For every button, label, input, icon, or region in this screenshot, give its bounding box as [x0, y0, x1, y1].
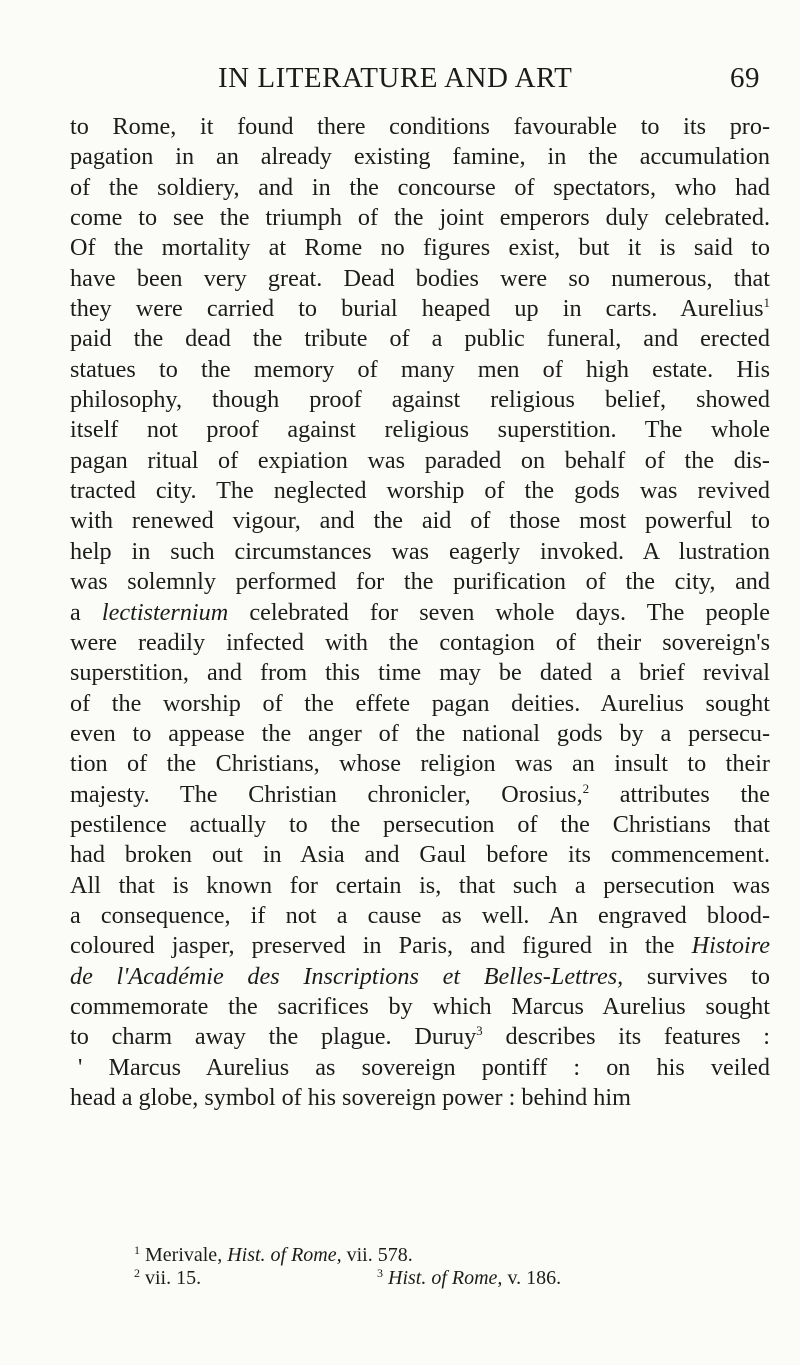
text-segment: to charm away the plague. Duruy	[70, 1023, 477, 1051]
text-line: tion of the Christians, whose religion was an insult to their	[70, 750, 770, 778]
italic-title: Histoire	[691, 932, 770, 960]
footnote-ref-text: vii. 578.	[346, 1244, 413, 1266]
footnote-title: Hist. of Rome,	[388, 1267, 503, 1289]
footnote-ref: 3	[476, 1023, 483, 1039]
footnote-mark: 2	[134, 1266, 140, 1280]
italic-term: lectisternium	[101, 598, 229, 626]
text-line: to Rome, it found there conditions favourable to its pro-	[70, 113, 770, 140]
page-number: 69	[730, 62, 760, 94]
text-line: commemorate the sacrifices by which Marcus Aurelius sought	[70, 992, 770, 1020]
footnote-ref-text: vii. 15.	[145, 1267, 202, 1289]
text-segment: they were carried to burial heaped up in carts. Aurelius	[70, 295, 764, 323]
text-segment: attributes the	[619, 780, 770, 808]
text-line: pestilence actually to the persecution of the Christians that	[70, 810, 770, 838]
text-line: philosophy, though proof against religious belief, showed	[70, 386, 770, 414]
text-line: tracted city. The neglected worship of the gods was revived	[70, 477, 770, 505]
text-line: itself not proof against religious superstition. The whole	[70, 416, 770, 444]
text-line	[70, 780, 770, 810]
running-title: IN LITERATURE AND ART	[218, 62, 573, 94]
text-line: pagation in an already existing famine, in the accumulation	[70, 143, 770, 171]
text-segment: majesty. The Christian chronicler, Orosius,	[70, 780, 583, 808]
text-line: superstition, and from this time may be dated a brief revival	[70, 659, 770, 687]
text-line	[70, 1022, 770, 1052]
text-line: statues to the memory of many men of high estate. His	[70, 355, 770, 383]
text-line: of the worship of the effete pagan deities. Aurelius sought	[70, 689, 770, 717]
text-line: was solemnly performed for the purification of the city, and	[70, 568, 770, 596]
text-segment: a	[70, 598, 81, 626]
text-line: help in such circumstances was eagerly invoked. A lustration	[70, 537, 770, 565]
text-line	[70, 962, 770, 992]
text-line: a consequence, if not a cause as well. An engraved blood-	[70, 901, 770, 929]
text-segment: coloured jasper, preserved in Paris, and figured in the	[70, 932, 675, 960]
text-line	[70, 294, 770, 324]
text-line	[70, 931, 770, 961]
text-line: come to see the triumph of the joint emperors duly celebrated.	[70, 204, 770, 232]
running-header	[70, 62, 760, 102]
text-segment: survives to	[646, 962, 770, 990]
text-segment: celebrated for seven whole days. The people	[249, 598, 770, 626]
footnote-mark: 1	[134, 1243, 140, 1257]
text-line: Of the mortality at Rome no figures exist, but it is said to	[70, 234, 770, 262]
text-line: even to appease the anger of the national gods by a persecu-	[70, 719, 770, 747]
text-segment: describes its features :	[505, 1023, 770, 1051]
footnote-3	[377, 1267, 561, 1289]
body-text	[70, 112, 770, 1113]
footnote-2	[134, 1267, 201, 1289]
footnotes	[70, 1244, 770, 1290]
footnote-title: Hist. of Rome,	[227, 1244, 342, 1266]
text-line: with renewed vigour, and the aid of those most powerful to	[70, 507, 770, 535]
footnote-mark: 3	[377, 1266, 383, 1280]
text-line: were readily infected with the contagion of their sovereign's	[70, 628, 770, 656]
text-line: All that is known for certain is, that such a persecution was	[70, 871, 770, 899]
footnote-row-2	[70, 1267, 770, 1290]
text-line	[70, 598, 770, 628]
footnote-ref: 2	[582, 780, 590, 796]
text-line: paid the dead the tribute of a public funeral, and erected	[70, 325, 770, 353]
text-line: have been very great. Dead bodies were so numerous, that	[70, 264, 770, 292]
text-line: of the soldiery, and in the concourse of spectators, who had	[70, 173, 770, 201]
footnote-author: Merivale,	[145, 1244, 223, 1266]
italic-title: de l'Académie des Inscriptions et Belles-Lettres,	[70, 962, 624, 990]
text-line: pagan ritual of expiation was paraded on behalf of the dis-	[70, 446, 770, 474]
footnote-ref-text: v. 186.	[507, 1267, 562, 1289]
footnote-ref: 1	[763, 295, 770, 311]
text-line: head a globe, symbol of his sovereign power : behind him	[70, 1084, 631, 1111]
footnote-1	[70, 1244, 770, 1267]
text-line: had broken out in Asia and Gaul before its commencement.	[70, 841, 770, 869]
text-line: ' Marcus Aurelius as sovereign pontiff : on his veiled	[78, 1053, 770, 1081]
